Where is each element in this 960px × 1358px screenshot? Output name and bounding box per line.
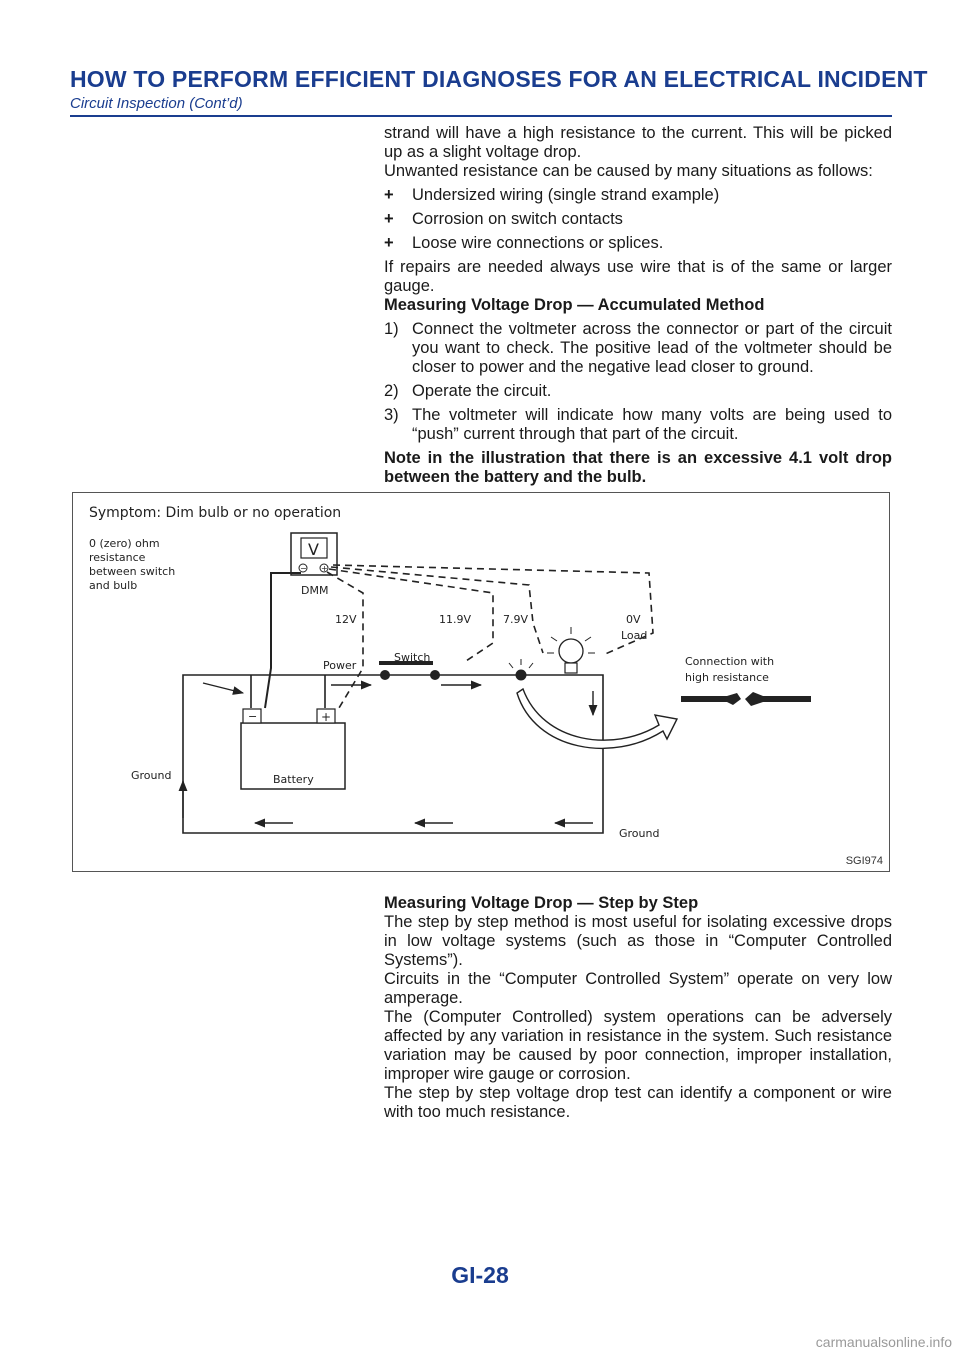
- bullet-mark: +: [384, 186, 394, 204]
- meter-negative-lead: [265, 573, 301, 708]
- figure-id: SGI974: [845, 855, 883, 867]
- callout-arrow: [517, 689, 677, 748]
- page-header-title: HOW TO PERFORM EFFICIENT DIAGNOSES FOR AN ELECTRICAL INCIDENT: [70, 66, 928, 92]
- svg-text:high resistance: high resistance: [685, 671, 769, 684]
- step-text: Connect the voltmeter across the connector or part of the circuit you want to check. The positive lead of the voltmeter should be closer to power and the negative lead closer to ground.: [412, 320, 892, 376]
- zero-ohm-note: [89, 537, 175, 592]
- reading-11-9v: 11.9V: [439, 613, 472, 626]
- switch-label: Switch: [394, 651, 431, 664]
- ground-label-bottom: Ground: [619, 827, 660, 840]
- high-resistance-point: [505, 659, 537, 680]
- step-item: [384, 406, 892, 444]
- voltage-readings: [335, 613, 647, 642]
- step-text: The voltmeter will indicate how many volts are being used to “push” current through that part of the circuit.: [412, 406, 892, 443]
- cause-text: Loose wire connections or splices.: [412, 234, 664, 252]
- bullet-mark: +: [384, 210, 394, 228]
- bullet-mark: +: [384, 234, 394, 252]
- load-label: Load: [621, 629, 648, 642]
- cause-item: [384, 234, 892, 253]
- top-text-column: [384, 124, 892, 487]
- step-item: [384, 320, 892, 377]
- step-by-step-paragraph: The step by step voltage drop test can identify a component or wire with too much resistance.: [384, 1084, 892, 1121]
- step-text: Operate the circuit.: [412, 382, 552, 400]
- dmm-meter: [291, 533, 337, 597]
- cause-text: Undersized wiring (single strand example): [412, 186, 720, 204]
- ground-label-left: Ground: [131, 769, 172, 782]
- svg-text:between switch: between switch: [89, 565, 176, 578]
- battery: [241, 709, 345, 789]
- minus-terminal-sign: −: [300, 564, 307, 573]
- circuit-diagram: [73, 493, 889, 871]
- intro-paragraph: strand will have a high resistance to the current. This will be picked up as a slight voltage drop.: [384, 124, 892, 161]
- connection-note: [685, 655, 774, 684]
- reading-7-9v: 7.9V: [503, 613, 529, 626]
- page-number: GI-28: [451, 1262, 509, 1288]
- site-watermark: carmanualsonline.info: [815, 1334, 952, 1350]
- page-header-subtitle: Circuit Inspection (Cont’d): [70, 95, 243, 112]
- broken-wire-icon: [681, 692, 811, 706]
- step-number: 2): [384, 382, 399, 400]
- symptom-label: Symptom: Dim bulb or no operation: [89, 505, 342, 521]
- cause-text: Corrosion on switch contacts: [412, 210, 623, 228]
- header-divider: [70, 115, 892, 117]
- step-number: 3): [384, 406, 399, 424]
- illustration-note: Note in the illustration that there is an excessive 4.1 volt drop between the battery and the bulb.: [384, 449, 892, 486]
- svg-text:resistance: resistance: [89, 551, 146, 564]
- section-heading-step-by-step: Measuring Voltage Drop — Step by Step: [384, 894, 699, 912]
- meter-label: DMM: [301, 584, 329, 597]
- cause-item: [384, 210, 892, 229]
- power-label: Power: [323, 659, 357, 672]
- step-number: 1): [384, 320, 399, 338]
- reading-0v: 0V: [626, 613, 641, 626]
- cause-item: [384, 186, 892, 205]
- plus-terminal-sign: +: [321, 564, 328, 573]
- step-by-step-paragraph: The (Computer Controlled) system operations can be adversely affected by any variation in resistance in the system. Such resistance variation may be caused by poor connection, improper installation, improper wire gauge or corrosion.: [384, 1008, 892, 1083]
- svg-text:0 (zero) ohm: 0 (zero) ohm: [89, 537, 160, 550]
- repair-note: If repairs are needed always use wire that is of the same or larger gauge.: [384, 258, 892, 295]
- step-item: [384, 382, 892, 401]
- bottom-text-column: [384, 894, 892, 1122]
- meter-symbol: V: [308, 540, 319, 559]
- battery-label: Battery: [273, 773, 314, 786]
- svg-text:Connection with: Connection with: [685, 655, 775, 668]
- probe-leads: [327, 565, 653, 708]
- reading-12v: 12V: [335, 613, 357, 626]
- svg-text:and bulb: and bulb: [89, 579, 138, 592]
- section-heading-accumulated: Measuring Voltage Drop — Accumulated Method: [384, 296, 765, 314]
- voltage-drop-illustration: [72, 492, 890, 872]
- light-bulb: [547, 627, 595, 673]
- step-by-step-paragraph: The step by step method is most useful for isolating excessive drops in low voltage systems (such as those in “Computer Controlled Systems”).: [384, 913, 892, 969]
- battery-minus-sign: −: [248, 710, 258, 723]
- causes-lead: Unwanted resistance can be caused by many situations as follows:: [384, 162, 873, 180]
- battery-plus-sign: +: [321, 710, 332, 724]
- step-by-step-paragraph: Circuits in the “Computer Controlled System” operate on very low amperage.: [384, 970, 892, 1007]
